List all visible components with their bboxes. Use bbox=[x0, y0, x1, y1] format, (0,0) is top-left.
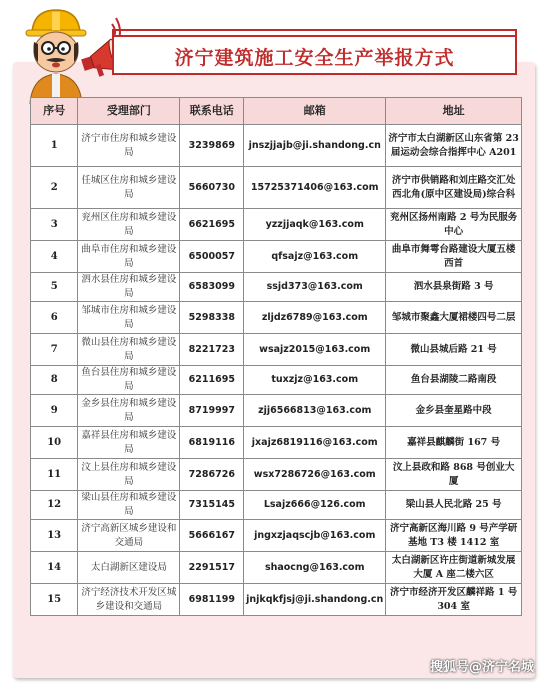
email-cell: jngxzjaqscjb@163.com bbox=[244, 520, 386, 552]
department-cell: 曲阜市住房和城乡建设局 bbox=[78, 241, 180, 273]
department-cell: 汶上县住房和城乡建设局 bbox=[78, 459, 180, 491]
source-watermark: 搜狐号@济宁名城 bbox=[429, 660, 534, 675]
email-cell: wsx7286726@163.com bbox=[244, 459, 386, 491]
table-row bbox=[31, 366, 522, 395]
department-cell: 嘉祥县住房和城乡建设局 bbox=[78, 427, 180, 459]
email-cell: qfsajz@163.com bbox=[244, 241, 386, 273]
header-email: 邮箱 bbox=[244, 98, 386, 125]
row-number: 6 bbox=[31, 302, 78, 334]
report-contact-table bbox=[30, 97, 522, 616]
department-cell: 邹城市住房和城乡建设局 bbox=[78, 302, 180, 334]
page-title: 济宁建筑施工安全生产举报方式 bbox=[174, 47, 455, 69]
email-cell: tuxzjz@163.com bbox=[244, 366, 386, 395]
phone-cell: 3239869 bbox=[180, 125, 244, 167]
phone-cell: 5660730 bbox=[180, 167, 244, 209]
table-row bbox=[31, 241, 522, 273]
phone-cell: 7286726 bbox=[180, 459, 244, 491]
row-number: 13 bbox=[31, 520, 78, 552]
table-row bbox=[31, 520, 522, 552]
department-cell: 任城区住房和城乡建设局 bbox=[78, 167, 180, 209]
phone-cell: 6211695 bbox=[180, 366, 244, 395]
address-cell: 梁山县人民北路 25 号 bbox=[386, 491, 522, 520]
phone-cell: 8719997 bbox=[180, 395, 244, 427]
phone-cell: 6621695 bbox=[180, 209, 244, 241]
phone-cell: 6500057 bbox=[180, 241, 244, 273]
email-cell: jxajz6819116@163.com bbox=[244, 427, 386, 459]
email-cell: zljdz6789@163.com bbox=[244, 302, 386, 334]
email-cell: wsajz2015@163.com bbox=[244, 334, 386, 366]
address-cell: 汶上县政和路 868 号创业大厦 bbox=[386, 459, 522, 491]
table-row bbox=[31, 552, 522, 584]
phone-cell: 5666167 bbox=[180, 520, 244, 552]
table-row bbox=[31, 209, 522, 241]
table-row bbox=[31, 584, 522, 616]
department-cell: 微山县住房和城乡建设局 bbox=[78, 334, 180, 366]
row-number: 15 bbox=[31, 584, 78, 616]
address-cell: 嘉祥县麒麟街 167 号 bbox=[386, 427, 522, 459]
title-banner bbox=[112, 35, 517, 75]
address-cell: 济宁市太白湖新区山东省第 23 届运动会综合指挥中心 A201 bbox=[386, 125, 522, 167]
address-cell: 济宁高新区海川路 9 号产学研基地 T3 楼 1412 室 bbox=[386, 520, 522, 552]
email-cell: zjj6566813@163.com bbox=[244, 395, 386, 427]
email-cell: shaocng@163.com bbox=[244, 552, 386, 584]
email-cell: ssjd373@163.com bbox=[244, 273, 386, 302]
table-row bbox=[31, 459, 522, 491]
row-number: 4 bbox=[31, 241, 78, 273]
table-row bbox=[31, 167, 522, 209]
row-number: 3 bbox=[31, 209, 78, 241]
department-cell: 济宁市住房和城乡建设局 bbox=[78, 125, 180, 167]
row-number: 7 bbox=[31, 334, 78, 366]
worker-megaphone-mascot bbox=[12, 4, 122, 104]
email-cell: yzzjjaqk@163.com bbox=[244, 209, 386, 241]
row-number: 9 bbox=[31, 395, 78, 427]
header-dept: 受理部门 bbox=[78, 98, 180, 125]
header-address: 地址 bbox=[386, 98, 522, 125]
phone-cell: 6583099 bbox=[180, 273, 244, 302]
phone-cell: 6981199 bbox=[180, 584, 244, 616]
department-cell: 鱼台县住房和城乡建设局 bbox=[78, 366, 180, 395]
row-number: 5 bbox=[31, 273, 78, 302]
table-row bbox=[31, 302, 522, 334]
address-cell: 曲阜市舞雩台路建设大厦五楼西首 bbox=[386, 241, 522, 273]
address-cell: 太白湖新区许庄街道新城发展大厦 A 座二楼六区 bbox=[386, 552, 522, 584]
table-header-row bbox=[31, 98, 522, 125]
department-cell: 泗水县住房和城乡建设局 bbox=[78, 273, 180, 302]
department-cell: 梁山县住房和城乡建设局 bbox=[78, 491, 180, 520]
table-row bbox=[31, 334, 522, 366]
address-cell: 济宁市经济开发区麟祥路 1 号 304 室 bbox=[386, 584, 522, 616]
row-number: 2 bbox=[31, 167, 78, 209]
row-number: 14 bbox=[31, 552, 78, 584]
department-cell: 金乡县住房和城乡建设局 bbox=[78, 395, 180, 427]
row-number: 12 bbox=[31, 491, 78, 520]
table-row bbox=[31, 491, 522, 520]
phone-cell: 7315145 bbox=[180, 491, 244, 520]
department-cell: 济宁经济技术开发区城乡建设和交通局 bbox=[78, 584, 180, 616]
phone-cell: 6819116 bbox=[180, 427, 244, 459]
table-row bbox=[31, 427, 522, 459]
email-cell: jnjkqkfjsj@ji.shandong.cn bbox=[244, 584, 386, 616]
email-cell: 15725371406@163.com bbox=[244, 167, 386, 209]
address-cell: 微山县城后路 21 号 bbox=[386, 334, 522, 366]
department-cell: 济宁高新区城乡建设和交通局 bbox=[78, 520, 180, 552]
phone-cell: 5298338 bbox=[180, 302, 244, 334]
address-cell: 金乡县奎星路中段 bbox=[386, 395, 522, 427]
email-cell: jnszjjajb@ji.shandong.cn bbox=[244, 125, 386, 167]
department-cell: 太白湖新区建设局 bbox=[78, 552, 180, 584]
table-row bbox=[31, 273, 522, 302]
department-cell: 兖州区住房和城乡建设局 bbox=[78, 209, 180, 241]
address-cell: 济宁市供销路和刘庄路交汇处西北角(原中区建设局)综合科 bbox=[386, 167, 522, 209]
header-phone: 联系电话 bbox=[180, 98, 244, 125]
row-number: 10 bbox=[31, 427, 78, 459]
address-cell: 兖州区扬州南路 2 号为民服务中心 bbox=[386, 209, 522, 241]
row-number: 1 bbox=[31, 125, 78, 167]
address-cell: 泗水县泉街路 3 号 bbox=[386, 273, 522, 302]
address-cell: 邹城市聚鑫大厦裙楼四号二层 bbox=[386, 302, 522, 334]
table-row bbox=[31, 395, 522, 427]
phone-cell: 8221723 bbox=[180, 334, 244, 366]
table-row bbox=[31, 125, 522, 167]
table-body bbox=[31, 125, 522, 616]
email-cell: Lsajz666@126.com bbox=[244, 491, 386, 520]
header-no: 序号 bbox=[31, 98, 78, 125]
row-number: 11 bbox=[31, 459, 78, 491]
row-number: 8 bbox=[31, 366, 78, 395]
phone-cell: 2291517 bbox=[180, 552, 244, 584]
address-cell: 鱼台县湖陵二路南段 bbox=[386, 366, 522, 395]
